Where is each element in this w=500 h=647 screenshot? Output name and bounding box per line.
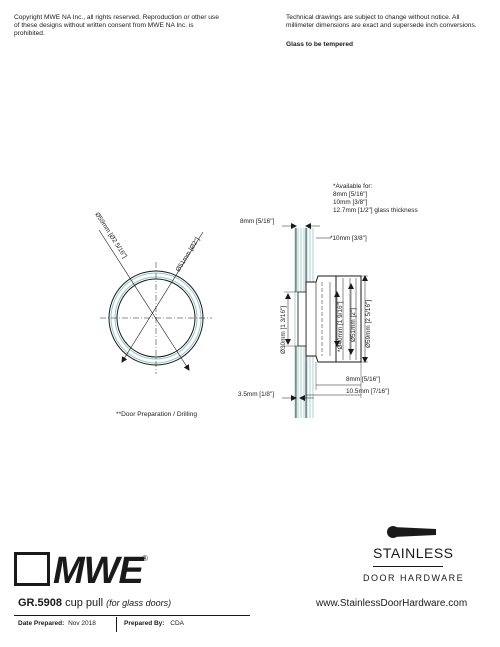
brand-divider: [373, 566, 443, 567]
side-51-dimension: Ø51mm [2"]: [350, 308, 357, 342]
prepared-value: CDA: [170, 620, 185, 627]
stainless-wordmark: STAINLESS: [373, 545, 454, 561]
date-value: Nov 2018: [68, 620, 96, 627]
date-label: Date Prepared:: [18, 620, 65, 627]
top-glass-dimension: 8mm [5/16"]: [240, 218, 275, 225]
product-qualifier: (for glass doors): [106, 598, 172, 608]
hole-dimension: Ø30mm [1 3/16"]: [280, 305, 287, 354]
side-view: [238, 218, 389, 418]
technical-notice: Technical drawings are subject to change without notice. All millimeter dimensions are exact and supersede inch conversions.: [286, 14, 477, 30]
bottom-35-dimension: 3.5mm [1/8"]: [238, 391, 275, 398]
mwe-logo-box: [14, 552, 50, 586]
footer-rule: [14, 615, 250, 616]
glass-note: Glass to be tempered: [286, 41, 354, 48]
prepared-label: Prepared By:: [124, 620, 165, 627]
bottom-105-dimension: 10.5mm [7/16"]: [346, 388, 390, 395]
availability-option: 8mm [5/16"]: [333, 191, 368, 198]
inner-diameter-label: Ø51mm [Ø2"]: [174, 236, 202, 274]
top-ten-dimension: *10mm [3/8"]: [330, 235, 367, 242]
registered-mark: ®: [142, 554, 148, 563]
door-hardware-wordmark: DOOR HARDWARE: [363, 573, 465, 583]
door-prep-note: **Door Preparation / Drilling: [116, 411, 197, 418]
availability-title: *Available for:: [333, 183, 373, 190]
bottom-8-dimension: 8mm [5/16"]: [346, 376, 381, 383]
side-59-dimension: Ø59mm [2 5/16"]: [365, 299, 372, 348]
handle-icon: [387, 526, 436, 538]
availability-option: 12.7mm [1/2"] glass thickness: [333, 207, 418, 214]
copyright-notice: Copyright MWE NA Inc., all rights reserved. Reproduction or other use of these designs without written consent from MWE NA Inc. is prohibited.: [14, 14, 219, 38]
outer-diameter-label: Ø59mm [Ø2 5/16"]: [93, 211, 129, 260]
front-view: [93, 211, 212, 374]
website-link[interactable]: www.StainlessDoorHardware.com: [316, 598, 468, 609]
footer-separator: [116, 617, 117, 632]
product-title: [18, 597, 171, 609]
product-name: cup pull: [65, 597, 104, 609]
side-40-dimension: *Ø40mm [1 9/16"]: [337, 301, 344, 352]
mwe-logo-text: MWE: [53, 550, 143, 592]
product-code: GR.5908: [18, 597, 63, 609]
availability-option: 10mm [3/8"]: [333, 199, 368, 206]
prepared-by: [124, 620, 184, 627]
date-prepared: [18, 620, 96, 627]
